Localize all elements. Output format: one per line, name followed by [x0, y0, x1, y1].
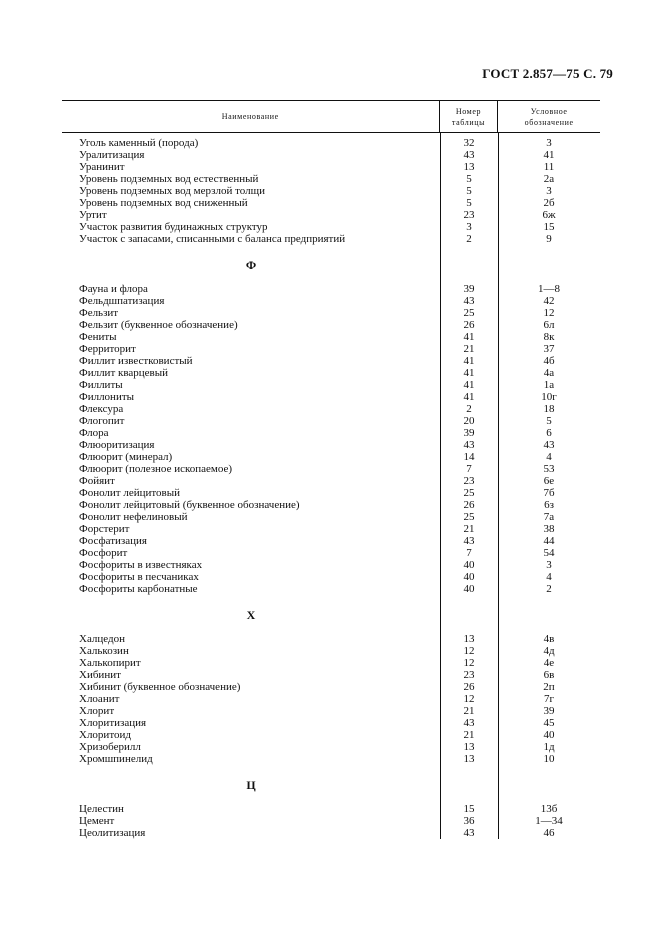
index-table — [62, 100, 600, 839]
column-header-table-line1: Номер — [455, 106, 482, 116]
entry-name: Цемент — [79, 815, 115, 827]
entry-symbol: 1д — [543, 741, 555, 753]
entry-symbol: 1—34 — [535, 815, 563, 827]
table-row — [62, 185, 600, 197]
table-row — [62, 645, 600, 657]
table-row — [62, 499, 600, 511]
column-divider — [498, 133, 499, 839]
table-row — [62, 803, 600, 815]
entry-symbol: 7б — [543, 487, 555, 499]
entry-table-number: 12 — [463, 693, 475, 705]
table-row — [62, 197, 600, 209]
entry-table-number: 32 — [463, 137, 475, 149]
table-body — [62, 133, 600, 839]
entry-name: Хлоритизация — [79, 717, 147, 729]
entry-name: Флора — [79, 427, 109, 439]
entry-table-number: 41 — [463, 379, 475, 391]
table-row — [62, 657, 600, 669]
entry-symbol: 15 — [543, 221, 555, 233]
entry-symbol: 13б — [540, 803, 558, 815]
entry-name: Участок развития будинажных структур — [79, 221, 268, 233]
entry-symbol: 10г — [541, 391, 557, 403]
entry-symbol: 4е — [543, 657, 555, 669]
entry-name: Фениты — [79, 331, 117, 343]
entry-name: Хибинит (буквенное обозначение) — [79, 681, 241, 693]
table-row — [62, 367, 600, 379]
entry-table-number: 12 — [463, 657, 475, 669]
entry-name: Фонолит нефелиновый — [79, 511, 188, 523]
table-row — [62, 693, 600, 705]
entry-name: Фельзит — [79, 307, 119, 319]
column-header-table — [439, 101, 498, 132]
entry-name: Хлорит — [79, 705, 115, 717]
entry-symbol: 2 — [546, 583, 552, 595]
entry-symbol: 11 — [543, 161, 555, 173]
entry-symbol: 3 — [546, 559, 552, 571]
table-row — [62, 535, 600, 547]
entry-table-number: 5 — [466, 185, 472, 197]
entry-table-number: 2 — [466, 403, 472, 415]
entry-table-number: 15 — [463, 803, 475, 815]
entry-table-number: 43 — [463, 295, 475, 307]
entry-name: Форстерит — [79, 523, 130, 535]
entry-symbol: 4д — [543, 645, 555, 657]
entry-name: Уровень подземных вод естественный — [79, 173, 259, 185]
entry-symbol: 39 — [543, 705, 555, 717]
entry-table-number: 43 — [463, 717, 475, 729]
entry-table-number: 43 — [463, 535, 475, 547]
entry-table-number: 21 — [463, 523, 475, 535]
entry-symbol: 4б — [543, 355, 555, 367]
table-row — [62, 427, 600, 439]
entry-symbol: 38 — [543, 523, 555, 535]
table-row — [62, 391, 600, 403]
table-row — [62, 137, 600, 149]
entry-name: Халцедон — [79, 633, 126, 645]
entry-symbol: 1—8 — [538, 283, 560, 295]
table-row — [62, 741, 600, 753]
column-divider — [440, 133, 441, 839]
table-row — [62, 451, 600, 463]
entry-symbol: 18 — [543, 403, 555, 415]
entry-symbol: 7а — [543, 511, 555, 523]
table-row — [62, 487, 600, 499]
entry-name: Фосфатизация — [79, 535, 147, 547]
table-row — [62, 343, 600, 355]
table-head — [62, 101, 600, 133]
table-row — [62, 209, 600, 221]
entry-table-number: 39 — [463, 427, 475, 439]
entry-table-number: 25 — [463, 487, 475, 499]
table-row — [62, 681, 600, 693]
entry-name: Уралитизация — [79, 149, 145, 161]
table-row — [62, 571, 600, 583]
table-row — [62, 547, 600, 559]
table-row — [62, 753, 600, 765]
entry-table-number: 39 — [463, 283, 475, 295]
entry-symbol: 43 — [543, 439, 555, 451]
entry-symbol: 12 — [543, 307, 555, 319]
entry-symbol: 1а — [543, 379, 555, 391]
table-row — [62, 511, 600, 523]
entry-symbol: 37 — [543, 343, 555, 355]
entry-name: Уранинит — [79, 161, 125, 173]
table-row — [62, 319, 600, 331]
entry-symbol: 6ж — [542, 209, 556, 221]
table-row — [62, 705, 600, 717]
table-row — [62, 149, 600, 161]
entry-table-number: 21 — [463, 343, 475, 355]
entry-name: Ферриторит — [79, 343, 136, 355]
entry-table-number: 13 — [463, 741, 475, 753]
table-row — [62, 379, 600, 391]
entry-symbol: 3 — [546, 137, 552, 149]
entry-symbol: 2а — [543, 173, 555, 185]
table-row — [62, 161, 600, 173]
entry-symbol: 3 — [546, 185, 552, 197]
entry-name: Хромшпинелид — [79, 753, 153, 765]
entry-name: Флюорит (минерал) — [79, 451, 173, 463]
entry-symbol: 6л — [543, 319, 555, 331]
entry-name: Фельзит (буквенное обозначение) — [79, 319, 238, 331]
entry-symbol: 6 — [546, 427, 552, 439]
entry-name: Фосфориты карбонатные — [79, 583, 198, 595]
entry-symbol: 41 — [543, 149, 555, 161]
entry-name: Целестин — [79, 803, 124, 815]
entry-name: Уголь каменный (порода) — [79, 137, 199, 149]
entry-name: Филлиты — [79, 379, 123, 391]
column-header-symbol — [497, 101, 600, 132]
entry-symbol: 46 — [543, 827, 555, 839]
entry-symbol: 4а — [543, 367, 555, 379]
page-header: ГОСТ 2.857—75 С. 79 — [482, 66, 613, 81]
entry-table-number: 5 — [466, 197, 472, 209]
entry-table-number: 41 — [463, 391, 475, 403]
entry-symbol: 44 — [543, 535, 555, 547]
table-row — [62, 283, 600, 295]
entry-name: Фауна и флора — [79, 283, 148, 295]
table-row — [62, 233, 600, 245]
table-row — [62, 583, 600, 595]
entry-name: Хибинит — [79, 669, 121, 681]
table-row — [62, 475, 600, 487]
entry-table-number: 13 — [463, 753, 475, 765]
entry-table-number: 12 — [463, 645, 475, 657]
entry-name: Фонолит лейцитовый (буквенное обозначение) — [79, 499, 300, 511]
entry-name: Фосфориты в песчаниках — [79, 571, 199, 583]
entry-name: Участок с запасами, списанными с баланса предприятий — [79, 233, 346, 245]
entry-table-number: 5 — [466, 173, 472, 185]
entry-symbol: 2б — [543, 197, 555, 209]
entry-symbol: 4 — [546, 571, 552, 583]
entry-table-number: 25 — [463, 307, 475, 319]
entry-name: Флогопит — [79, 415, 125, 427]
table-row — [62, 415, 600, 427]
entry-symbol: 9 — [546, 233, 552, 245]
section-letter: Ц — [246, 778, 256, 792]
entry-table-number: 7 — [466, 463, 472, 475]
entry-table-number: 36 — [463, 815, 475, 827]
entry-name: Фонолит лейцитовый — [79, 487, 181, 499]
entry-table-number: 7 — [466, 547, 472, 559]
table-row — [62, 815, 600, 827]
entry-table-number: 13 — [463, 633, 475, 645]
entry-table-number: 40 — [463, 571, 475, 583]
table-row — [62, 717, 600, 729]
entry-table-number: 41 — [463, 331, 475, 343]
entry-symbol: 4в — [543, 633, 555, 645]
entry-symbol: 6е — [543, 475, 555, 487]
column-header-symbol-line2: обозначение — [524, 117, 574, 127]
entry-name: Цеолитизация — [79, 827, 146, 839]
entry-name: Флюорит (полезное ископаемое) — [79, 463, 233, 475]
entry-symbol: 6в — [543, 669, 555, 681]
entry-symbol: 8к — [543, 331, 555, 343]
entry-name: Флюоритизация — [79, 439, 155, 451]
table-row — [62, 729, 600, 741]
entry-symbol: 45 — [543, 717, 555, 729]
entry-table-number: 41 — [463, 367, 475, 379]
entry-name: Фосфорит — [79, 547, 128, 559]
entry-table-number: 21 — [463, 729, 475, 741]
entry-table-number: 2 — [466, 233, 472, 245]
entry-symbol: 4 — [546, 451, 552, 463]
table-row — [62, 463, 600, 475]
entry-name: Филлониты — [79, 391, 135, 403]
entry-name: Хризоберилл — [79, 741, 141, 753]
entry-table-number: 40 — [463, 559, 475, 571]
entry-name: Халькопирит — [79, 657, 141, 669]
entry-symbol: 10 — [543, 753, 555, 765]
entry-table-number: 20 — [463, 415, 475, 427]
entry-symbol: 53 — [543, 463, 555, 475]
entry-name: Фельдшпатизация — [79, 295, 165, 307]
entry-table-number: 43 — [463, 149, 475, 161]
table-row — [62, 295, 600, 307]
entry-table-number: 23 — [463, 475, 475, 487]
table-row — [62, 173, 600, 185]
entry-name: Фосфориты в известняках — [79, 559, 203, 571]
entry-table-number: 43 — [463, 439, 475, 451]
entry-name: Флексура — [79, 403, 124, 415]
table-row — [62, 331, 600, 343]
entry-table-number: 41 — [463, 355, 475, 367]
column-header-name: Наименование — [221, 112, 279, 121]
table-row — [62, 307, 600, 319]
table-row — [62, 403, 600, 415]
table-row — [62, 669, 600, 681]
entry-table-number: 21 — [463, 705, 475, 717]
entry-table-number: 23 — [463, 669, 475, 681]
entry-table-number: 26 — [463, 499, 475, 511]
entry-table-number: 26 — [463, 319, 475, 331]
entry-table-number: 23 — [463, 209, 475, 221]
table-row — [62, 221, 600, 233]
entry-table-number: 40 — [463, 583, 475, 595]
entry-name: Уровень подземных вод мерзлой толщи — [79, 185, 265, 197]
entry-table-number: 26 — [463, 681, 475, 693]
entry-symbol: 54 — [543, 547, 555, 559]
entry-name: Филлит кварцевый — [79, 367, 169, 379]
table-row — [62, 559, 600, 571]
table-row — [62, 633, 600, 645]
entry-name: Уртит — [79, 209, 107, 221]
entry-name: Халькозин — [79, 645, 129, 657]
entry-name: Уровень подземных вод сниженный — [79, 197, 248, 209]
table-row — [62, 523, 600, 535]
entry-symbol: 2п — [543, 681, 555, 693]
section-letter: Х — [246, 608, 256, 622]
entry-symbol: 7г — [543, 693, 554, 705]
entry-symbol: 5 — [546, 415, 552, 427]
entry-table-number: 14 — [463, 451, 475, 463]
entry-symbol: 6з — [544, 499, 554, 511]
section-letter: Ф — [245, 258, 257, 272]
entry-symbol: 40 — [543, 729, 555, 741]
entry-symbol: 42 — [543, 295, 555, 307]
entry-table-number: 3 — [466, 221, 472, 233]
entry-table-number: 25 — [463, 511, 475, 523]
entry-name: Хлоритоид — [79, 729, 131, 741]
entry-name: Хлоанит — [79, 693, 120, 705]
entry-name: Фойяит — [79, 475, 115, 487]
entry-table-number: 13 — [463, 161, 475, 173]
column-header-symbol-line1: Условное — [530, 106, 568, 116]
table-row — [62, 827, 600, 839]
table-row — [62, 439, 600, 451]
column-header-table-line2: таблицы — [451, 117, 486, 127]
entry-table-number: 43 — [463, 827, 475, 839]
entry-name: Филлит известковистый — [79, 355, 193, 367]
table-row — [62, 355, 600, 367]
